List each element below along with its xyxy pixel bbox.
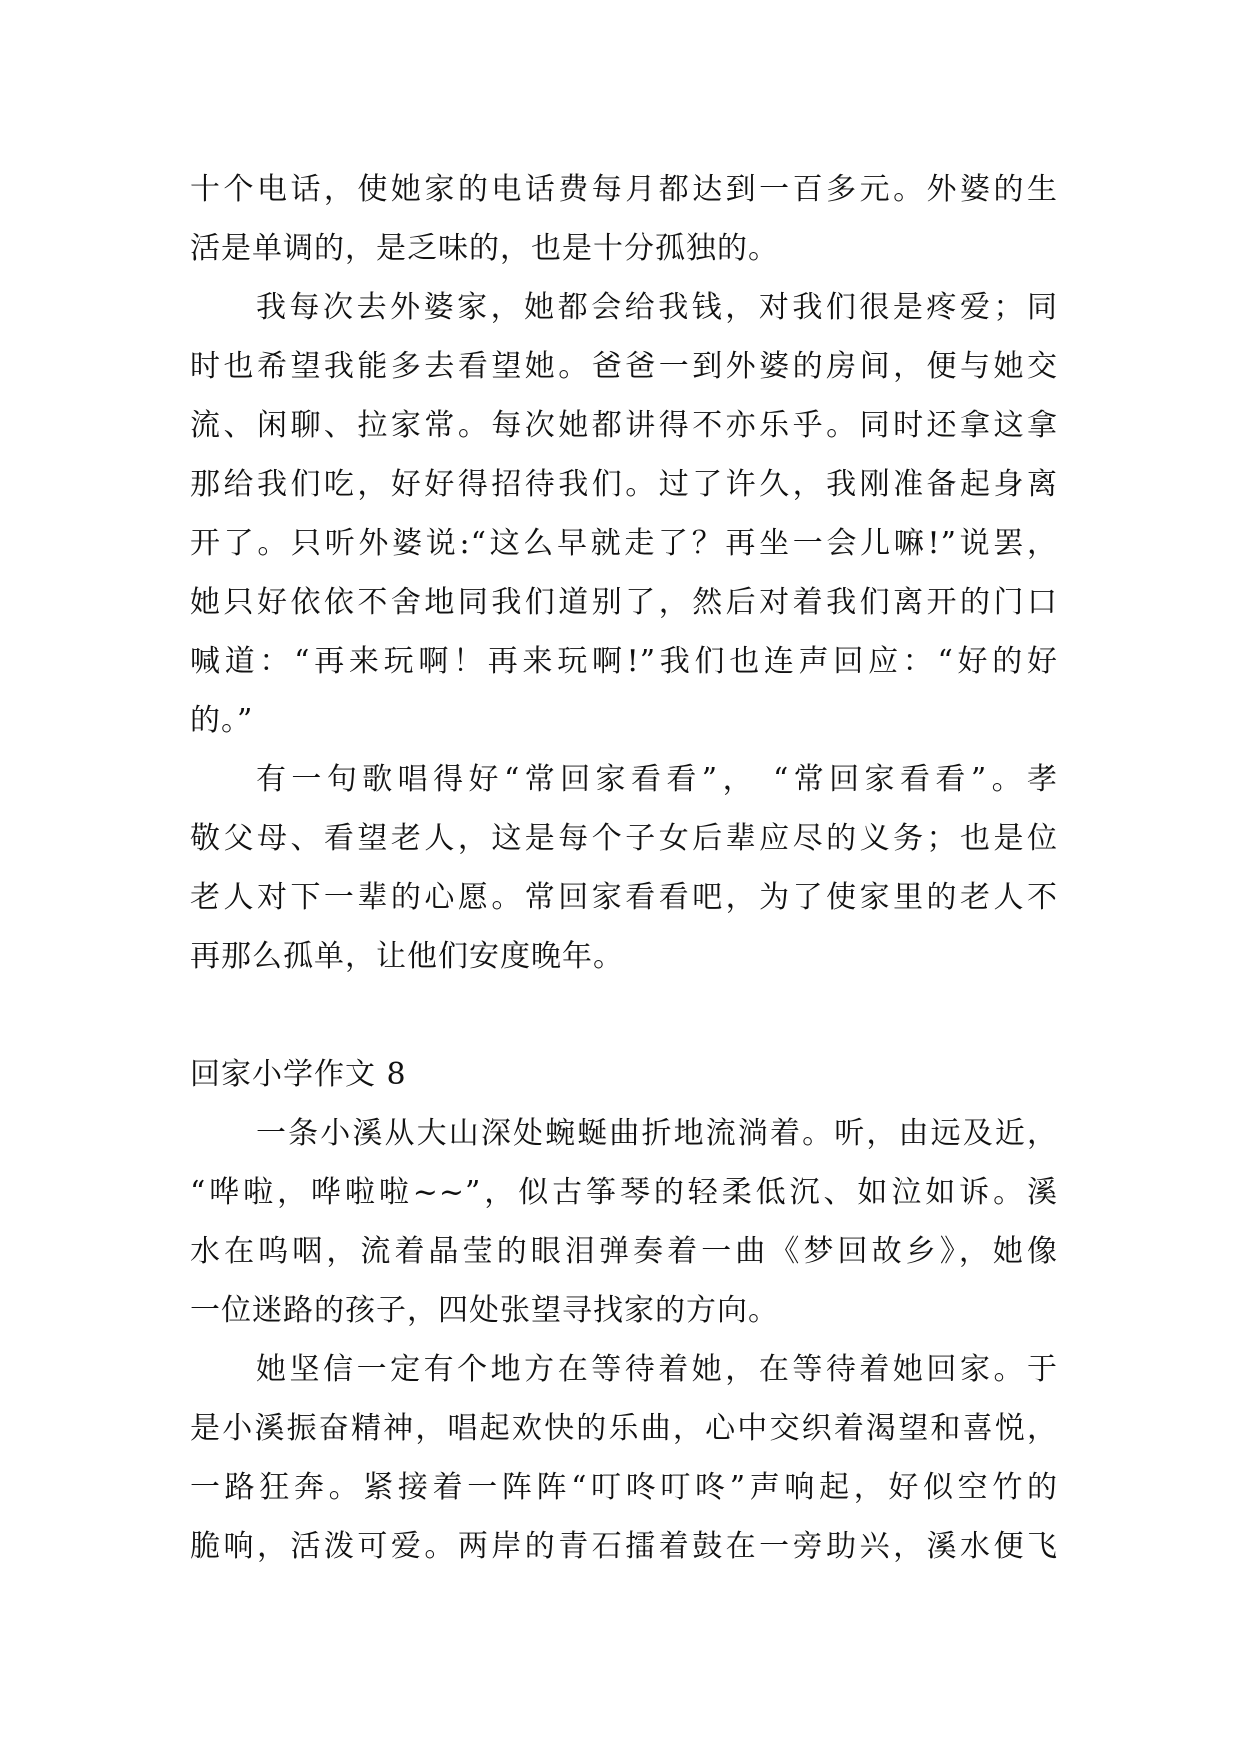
paragraph [190, 160, 1058, 278]
text-line: 时也希望我能多去看望她。爸爸一到外婆的房间，便与她交 [190, 349, 1058, 384]
text-line: 流、闲聊、拉家常。每次她都讲得不亦乐乎。同时还拿这拿 [190, 408, 1058, 443]
text-line: 一位迷路的孩子，四处张望寻找家的方向。 [190, 1293, 779, 1328]
text-line: 那给我们吃，好好得招待我们。过了许久，我刚准备起身离 [190, 467, 1058, 502]
text-line: 她坚信一定有个地方在等待着她，在等待着她回家。于 [256, 1352, 1058, 1387]
text-line: “哗啦，哗啦啦~~”，似古筝琴的轻柔低沉、如泣如诉。溪 [190, 1175, 1058, 1210]
text-line: 是小溪振奋精神，唱起欢快的乐曲，心中交织着渴望和喜悦， [190, 1411, 1058, 1446]
text-line: 水在呜咽，流着晶莹的眼泪弹奏着一曲《梦回故乡》，她像 [190, 1234, 1058, 1269]
text-line: 她只好依依不舍地同我们道别了，然后对着我们离开的门口 [190, 585, 1058, 620]
text-line: 脆响，活泼可爱。两岸的青石擂着鼓在一旁助兴，溪水便飞 [190, 1529, 1058, 1564]
text-line: 敬父母、看望老人，这是每个子女后辈应尽的义务；也是位 [190, 821, 1058, 856]
text-line: 的。” [190, 703, 254, 738]
text-line: 再那么孤单，让他们安度晚年。 [190, 939, 624, 974]
text-line: 开了。只听外婆说:“这么早就走了？再坐一会儿嘛!”说罢， [190, 526, 1058, 561]
paragraph [190, 1104, 1058, 1340]
paragraph [190, 1340, 1058, 1576]
text-line: 有一句歌唱得好“常回家看看”， “常回家看看”。孝 [256, 762, 1058, 797]
essay-title: 回家小学作文 8 [190, 1057, 407, 1092]
paragraph [190, 278, 1058, 750]
text-line: 十个电话，使她家的电话费每月都达到一百多元。外婆的生 [190, 172, 1058, 207]
text-line: 喊道：“再来玩啊！再来玩啊!”我们也连声回应：“好的好 [190, 644, 1058, 679]
continued-essay [190, 160, 1058, 986]
essay-8 [190, 1045, 1058, 1576]
text-line: 我每次去外婆家，她都会给我钱，对我们很是疼爱；同 [256, 290, 1058, 325]
paragraph [190, 750, 1058, 986]
text-line: 老人对下一辈的心愿。常回家看看吧，为了使家里的老人不 [190, 880, 1058, 915]
text-line: 一路狂奔。紧接着一阵阵“叮咚叮咚”声响起，好似空竹的 [190, 1470, 1058, 1505]
text-line: 活是单调的，是乏味的，也是十分孤独的。 [190, 231, 779, 266]
page-body [190, 160, 1058, 1576]
text-line: 一条小溪从大山深处蜿蜒曲折地流淌着。听，由远及近， [256, 1116, 1058, 1151]
